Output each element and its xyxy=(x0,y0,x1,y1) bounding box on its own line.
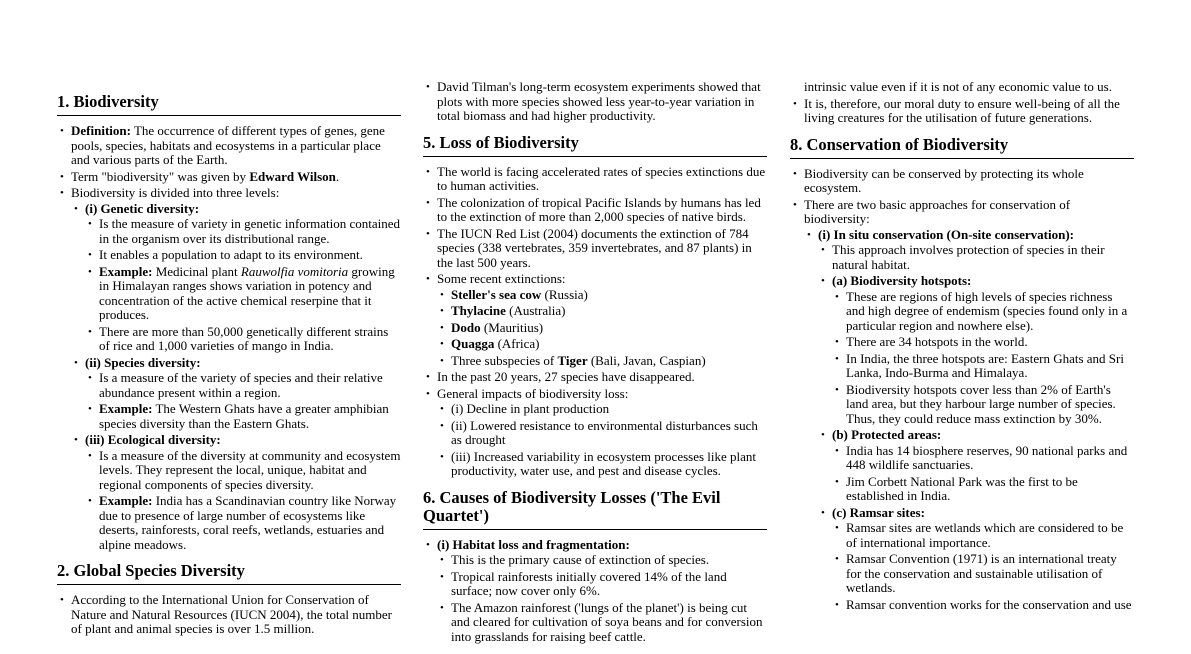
list-item: • (c) Ramsar sites: • Ramsar sites are wetlands which are considered to be of international importance. • Ramsar Convention (1971) is an international treaty for the conservation and sustainable utilisation of wetlands. • Ramsar convention works for the conservation and use xyxy=(818,506,1134,613)
sub-list xyxy=(437,288,767,369)
list-item: • These are regions of high levels of species richness and high degree of endemism (species found only in a particular region and nowhere else). xyxy=(832,290,1134,334)
sub-list xyxy=(437,553,767,644)
list-item: • There are more than 50,000 genetically different strains of rice and 1,000 varieties of mango in India. xyxy=(85,325,401,354)
section-title: 6. Causes of Biodiversity Losses ('The Evil Quartet') xyxy=(423,489,767,530)
list-item: • Is the measure of variety in genetic information contained in the organism over its distributional range. xyxy=(85,217,401,246)
list-item: • There are two basic approaches for conservation of biodiversity: • (i) In situ conservation (On-site conservation): • This approach involves protection of species in their natural habitat. • (a) Biodiversity hotspots: • These are regions of high levels of species richness and high degree of endemism (species found only in a particular region and nowhere else). • There are 34 hotspots in the world. • In India, the three hotspots are: Eastern Ghats and Sri Lanka, Indo-Burma and Himalaya. • Biodiversity hotspots cover less than 2% of Earth's land area, but they harbour large number of species. Thus, they could reduce mass extinction by 30%. • (b) Protected areas: • India has 14 biosphere reserves, 90 national parks and 448 wildlife sanctuaries. • Jim Corbett National Park was the first to be established in India. • (c) Ramsar sites: • Ramsar sites are wetlands which are considered to be of international importance. • Ramsar Convention (1971) is an international treaty for the conservation and sustainable utilisation of wetlands. • Ramsar convention works for the conservation and use xyxy=(790,198,1134,613)
list-item: • India has 14 biosphere reserves, 90 national parks and 448 wildlife sanctuaries. xyxy=(832,444,1134,473)
list-item: • This approach involves protection of species in their natural habitat. xyxy=(818,243,1134,272)
list-item: • The IUCN Red List (2004) documents the extinction of 784 species (338 vertebrates, 359 invertebrates, and 87 plants) in the last 500 years. xyxy=(423,227,767,271)
list-item: • Some recent extinctions: • Steller's sea cow (Russia) • Thylacine (Australia) • Dodo (Mauritius) • Quagga (Africa) • Three subspecies of Tiger (Bali, Javan, Caspian) xyxy=(423,272,767,368)
sub-list xyxy=(437,402,767,479)
section-continuation xyxy=(790,80,1134,126)
bullet-list xyxy=(790,167,1134,613)
list-item: • Is a measure of the diversity at community and ecosystem levels. They represent the local, unique, habitat and regional components of species diversity. xyxy=(85,449,401,493)
list-item: • Biodiversity can be conserved by protecting its whole ecosystem. xyxy=(790,167,1134,196)
list-item: • Steller's sea cow (Russia) xyxy=(437,288,767,303)
list-item: • The colonization of tropical Pacific Islands by humans has led to the extinction of more than 2,000 species of native birds. xyxy=(423,196,767,225)
list-item: • Example: India has a Scandinavian country like Norway due to presence of large number of ecosystems like deserts, rainforests, coral reefs, wetlands, estuaries and alpine meadows. xyxy=(85,494,401,552)
column-2 xyxy=(423,80,767,654)
list-item: • In India, the three hotspots are: Eastern Ghats and Sri Lanka, Indo-Burma and Himalaya. xyxy=(832,352,1134,381)
section-biodiversity xyxy=(57,93,401,552)
list-item: • It enables a population to adapt to its environment. xyxy=(85,248,401,263)
list-item: • Tropical rainforests initially covered 14% of the land surface; now cover only 6%. xyxy=(437,570,767,599)
list-item: • (i) Decline in plant production xyxy=(437,402,767,417)
section-title: 5. Loss of Biodiversity xyxy=(423,134,767,157)
list-item: • (ii) Lowered resistance to environmental disturbances such as drought xyxy=(437,419,767,448)
column-3 xyxy=(790,80,1134,622)
list-item: • It is, therefore, our moral duty to ensure well-being of all the living creatures for the utilisation of future generations. xyxy=(790,97,1134,126)
list-item: • Term "biodiversity" was given by Edward Wilson. xyxy=(57,170,401,185)
column-1 xyxy=(57,93,401,647)
list-item: • (i) Genetic diversity: • Is the measure of variety in genetic information contained in the organism over its distributional range. • It enables a population to adapt to its environment. • Example: Medicinal plant Rauwolfia vomitoria growing in Himalayan ranges shows variation in potency and concentration of the active chemical reserpine that it produces. • There are more than 50,000 genetically different strains of rice and 1,000 varieties of mango in India. xyxy=(71,202,401,354)
sub-list xyxy=(85,449,401,553)
list-item: • The world is facing accelerated rates of species extinctions due to human activities. xyxy=(423,165,767,194)
list-item: • Ramsar Convention (1971) is an international treaty for the conservation and sustainable utilisation of wetlands. xyxy=(832,552,1134,596)
list-item: • Is a measure of the variety of species and their relative abundance present within a region. xyxy=(85,371,401,400)
list-item: • Thylacine (Australia) xyxy=(437,304,767,319)
list-item: • Ramsar convention works for the conservation and use xyxy=(832,598,1134,613)
list-item: • Biodiversity is divided into three levels: • (i) Genetic diversity: • Is the measure of variety in genetic information contained in the organism over its distributional range. • It enables a population to adapt to its environment. • Example: Medicinal plant Rauwolfia vomitoria growing in Himalayan ranges shows variation in potency and concentration of the active chemical reserpine that it produces. • There are more than 50,000 genetically different strains of rice and 1,000 varieties of mango in India. • (ii) Species diversity: • Is a measure of the variety of species and their relative abundance present within a region. • Example: The Western Ghats have a greater amphibian species diversity than the Eastern Ghats. • (iii) Ecological diversity: • Is a measure of the diversity at community and ecosystem levels. They represent the local, unique, habitat and regional components of species diversity. • Example: India has a Scandinavian country like Norway due to presence of large number of ecosystems like deserts, rainforests, coral reefs, wetlands, estuaries and alpine meadows. xyxy=(57,186,401,552)
sub-list xyxy=(818,243,1134,612)
section-loss-of-biodiversity xyxy=(423,134,767,479)
list-item: • Jim Corbett National Park was the first to be established in India. xyxy=(832,475,1134,504)
section-title: 2. Global Species Diversity xyxy=(57,562,401,585)
list-item: • Ramsar sites are wetlands which are considered to be of international importance. xyxy=(832,521,1134,550)
list-item: • (iii) Increased variability in ecosystem processes like plant productivity, water use, and pest and disease cycles. xyxy=(437,450,767,479)
section-title: 8. Conservation of Biodiversity xyxy=(790,136,1134,159)
list-item: • Definition: The occurrence of different types of genes, gene pools, species, habitats and ecosystems in a particular place and various parts of the Earth. xyxy=(57,124,401,168)
bullet-list xyxy=(423,80,767,124)
list-item-continued: intrinsic value even if it is not of any economic value to us. xyxy=(804,79,1112,94)
list-item: • Biodiversity hotspots cover less than 2% of Earth's land area, but they harbour large number of species. Thus, they could reduce mass extinction by 30%. xyxy=(832,383,1134,427)
list-item: • In the past 20 years, 27 species have disappeared. xyxy=(423,370,767,385)
list-item: • According to the International Union for Conservation of Nature and Natural Resources (IUCN 2004), the total number of plant and animal species is over 1.5 million. xyxy=(57,593,401,637)
sub-list xyxy=(832,444,1134,504)
sub-list xyxy=(832,521,1134,612)
section-global-species-diversity xyxy=(57,562,401,637)
list-item: • (iii) Ecological diversity: • Is a measure of the diversity at community and ecosystem levels. They represent the local, unique, habitat and regional components of species diversity. • Example: India has a Scandinavian country like Norway due to presence of large number of ecosystems like deserts, rainforests, coral reefs, wetlands, estuaries and alpine meadows. xyxy=(71,433,401,552)
list-item: • Quagga (Africa) xyxy=(437,337,767,352)
list-item: • The Amazon rainforest ('lungs of the planet') is being cut and cleared for cultivation of soya beans and for conversion into grasslands for raising beef cattle. xyxy=(437,601,767,645)
list-item: • (i) Habitat loss and fragmentation: • This is the primary cause of extinction of species. • Tropical rainforests initially covered 14% of the land surface; now cover only 6%. • The Amazon rainforest ('lungs of the planet') is being cut and cleared for cultivation of soya beans and for conversion into grasslands for raising beef cattle. xyxy=(423,538,767,645)
bullet-list xyxy=(57,124,401,552)
bullet-list xyxy=(423,165,767,479)
sub-list xyxy=(85,371,401,431)
list-item: • Three subspecies of Tiger (Bali, Javan, Caspian) xyxy=(437,354,767,369)
list-item: • General impacts of biodiversity loss: • (i) Decline in plant production • (ii) Lowered resistance to environmental disturbances such as drought • (iii) Increased variability in ecosystem processes like plant productivity, water use, and pest and disease cycles. xyxy=(423,387,767,479)
list-item: • (i) In situ conservation (On-site conservation): • This approach involves protection of species in their natural habitat. • (a) Biodiversity hotspots: • These are regions of high levels of species richness and high degree of endemism (species found only in a particular region and nowhere else). • There are 34 hotspots in the world. • In India, the three hotspots are: Eastern Ghats and Sri Lanka, Indo-Burma and Himalaya. • Biodiversity hotspots cover less than 2% of Earth's land area, but they harbour large number of species. Thus, they could reduce mass extinction by 30%. • (b) Protected areas: • India has 14 biosphere reserves, 90 national parks and 448 wildlife sanctuaries. • Jim Corbett National Park was the first to be established in India. • (c) Ramsar sites: • Ramsar sites are wetlands which are considered to be of international importance. • Ramsar Convention (1971) is an international treaty for the conservation and sustainable utilisation of wetlands. • Ramsar convention works for the conservation and use xyxy=(804,228,1134,613)
list-item: • David Tilman's long-term ecosystem experiments showed that plots with more species showed less year-to-year variation in total biomass and had higher productivity. xyxy=(423,80,767,124)
bullet-list xyxy=(57,593,401,637)
list-item: • (b) Protected areas: • India has 14 biosphere reserves, 90 national parks and 448 wildlife sanctuaries. • Jim Corbett National Park was the first to be established in India. xyxy=(818,428,1134,504)
sub-list xyxy=(85,217,401,354)
list-item: • There are 34 hotspots in the world. xyxy=(832,335,1134,350)
bullet-list xyxy=(790,80,1134,126)
section-title: 1. Biodiversity xyxy=(57,93,401,116)
bullet-list xyxy=(423,538,767,645)
sub-list xyxy=(71,202,401,553)
list-item: • (ii) Species diversity: • Is a measure of the variety of species and their relative abundance present within a region. • Example: The Western Ghats have a greater amphibian species diversity than the Eastern Ghats. xyxy=(71,356,401,432)
section-causes-of-biodiversity-losses xyxy=(423,489,767,645)
list-item: • Example: The Western Ghats have a greater amphibian species diversity than the Eastern Ghats. xyxy=(85,402,401,431)
section-continuation xyxy=(423,80,767,124)
list-item: • Dodo (Mauritius) xyxy=(437,321,767,336)
sub-list xyxy=(804,228,1134,613)
sub-list xyxy=(832,290,1134,427)
section-conservation-of-biodiversity xyxy=(790,136,1134,613)
list-item: • (a) Biodiversity hotspots: • These are regions of high levels of species richness and high degree of endemism (species found only in a particular region and nowhere else). • There are 34 hotspots in the world. • In India, the three hotspots are: Eastern Ghats and Sri Lanka, Indo-Burma and Himalaya. • Biodiversity hotspots cover less than 2% of Earth's land area, but they harbour large number of species. Thus, they could reduce mass extinction by 30%. xyxy=(818,274,1134,426)
list-item: • This is the primary cause of extinction of species. xyxy=(437,553,767,568)
list-item: • Example: Medicinal plant Rauwolfia vomitoria growing in Himalayan ranges shows variation in potency and concentration of the active chemical reserpine that it produces. xyxy=(85,265,401,323)
